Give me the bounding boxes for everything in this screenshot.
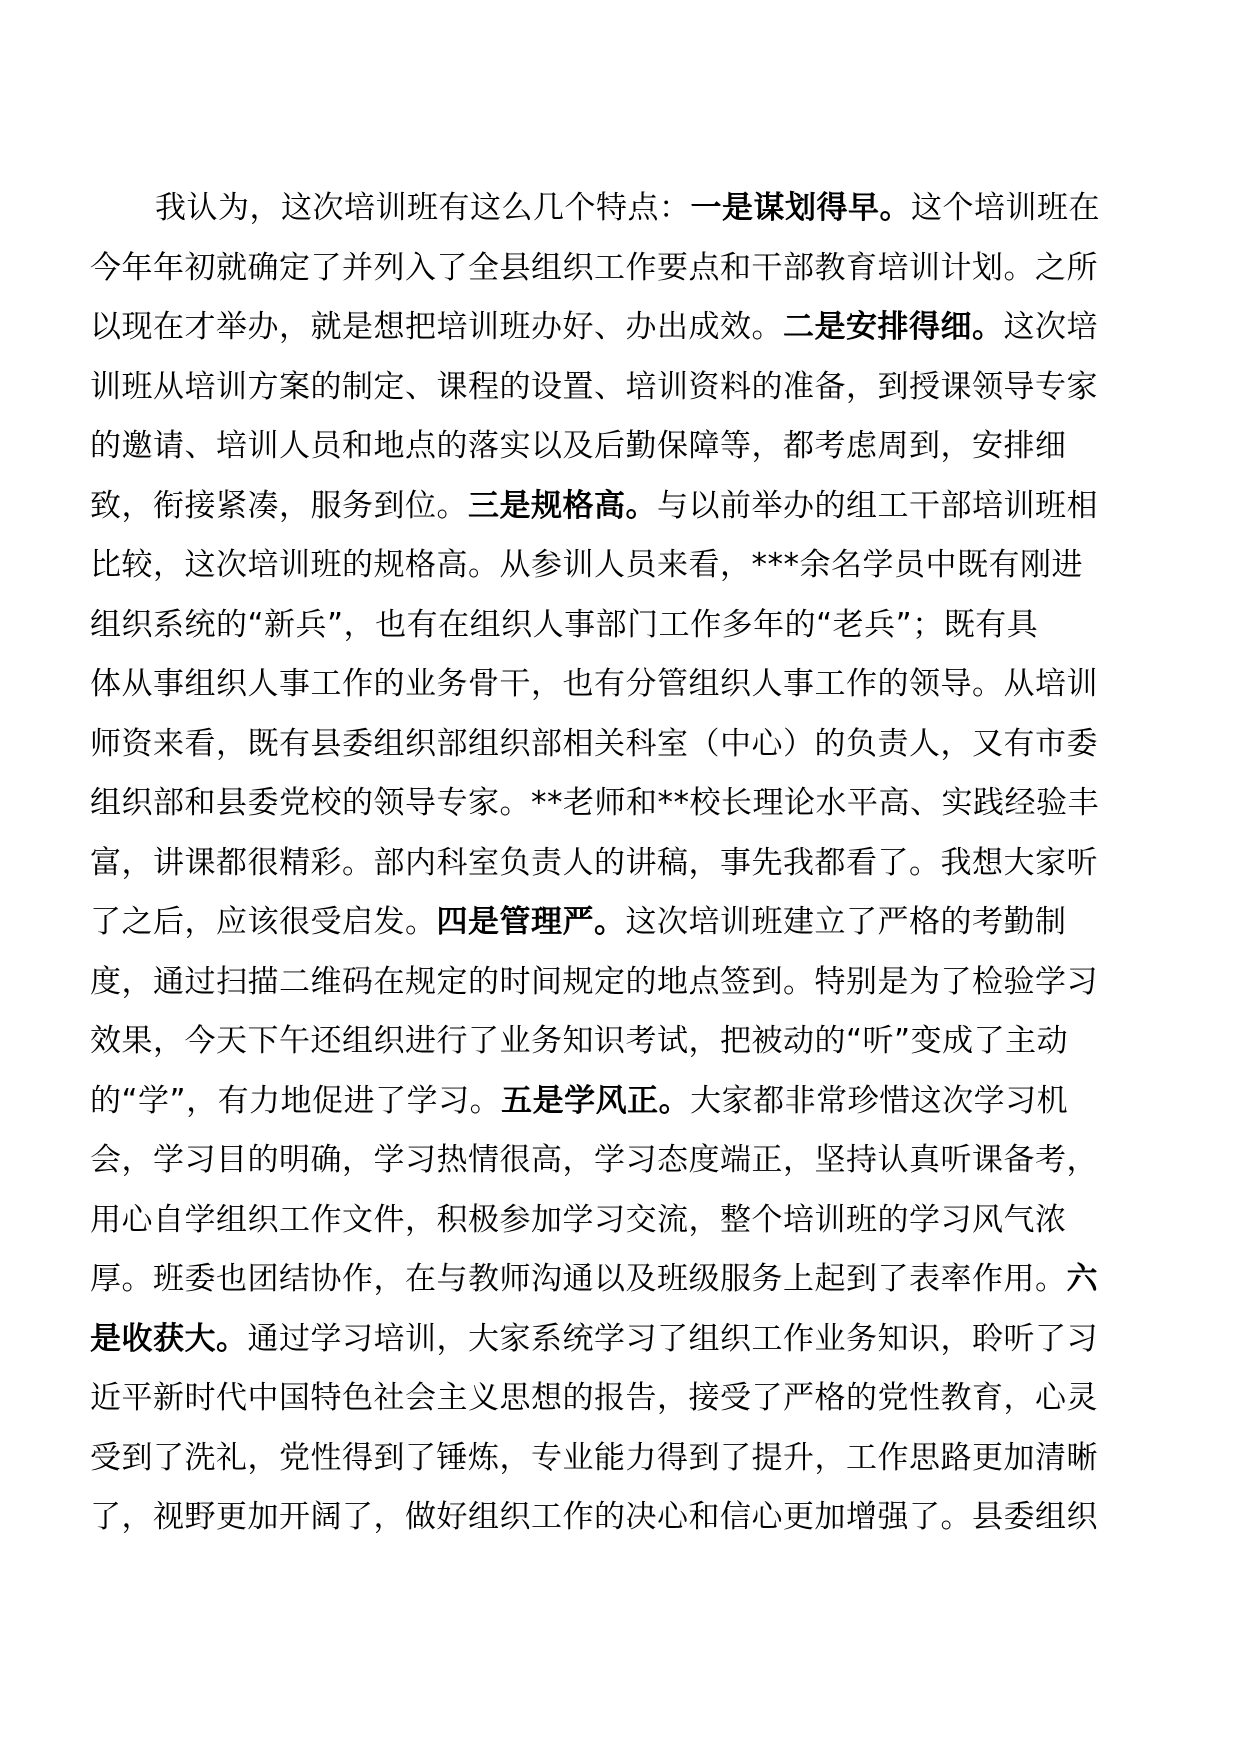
text-segment: 我认为，这次培训班有这么几个特点： (155, 190, 691, 226)
text-segment: 与以前举办的组工干部培训班相 (657, 487, 1098, 524)
text-segment: 训班从培训方案的制定、课程的设置、培训资料的准备，到授课领导专家 (90, 368, 1098, 405)
bold-point-label: 四是管理严。 (436, 904, 626, 940)
text-line (90, 357, 1098, 417)
text-line (90, 416, 1067, 476)
text-segment: 厚。班委也团结协作，在与教师沟通以及班级服务上起到了表率作用。 (90, 1261, 1067, 1297)
text-segment: 致，衔接紧凑，服务到位。 (90, 487, 468, 524)
text-segment: 了，视野更加开阔了，做好组织工作的决心和信心更加增强了。县委组织 (90, 1499, 1098, 1535)
text-line (90, 1309, 1098, 1369)
text-line (90, 714, 1098, 774)
text-line (90, 476, 1098, 536)
text-segment: 今年年初就确定了并列入了全县组织工作要点和干部教育培训计划。之所 (90, 249, 1098, 286)
bold-point-label: 三是规格高。 (468, 487, 657, 524)
bold-point-label: 五是学风正。 (501, 1082, 691, 1119)
text-segment: 会，学习目的明确，学习热情很高，学习态度端正，坚持认真听课备考， (90, 1142, 1098, 1178)
bold-point-label: 是收获大。 (90, 1320, 248, 1357)
text-segment: 这次培训班建立了严格的考勤制 (625, 904, 1067, 940)
text-line (90, 1011, 1068, 1071)
text-line (90, 833, 1098, 893)
text-segment: 富，讲课都很精彩。部内科室负责人的讲稿，事先我都看了。我想大家听 (90, 844, 1098, 881)
text-segment: 近平新时代中国特色社会主义思想的报告，接受了严格的党性教育，心灵 (90, 1380, 1098, 1416)
text-segment: 的“学”，有力地促进了学习。 (90, 1082, 502, 1119)
text-segment: 这次培 (1003, 309, 1098, 345)
text-line (90, 1249, 1098, 1309)
text-segment: 受到了洗礼，党性得到了锤炼，专业能力得到了提升，工作思路更加清晰 (90, 1439, 1098, 1476)
bold-point-label: 二是安排得细。 (783, 309, 1004, 345)
text-line (90, 297, 1098, 357)
text-segment: 通过学习培训，大家系统学习了组织工作业务知识，聆听了习 (247, 1320, 1098, 1357)
text-line (90, 952, 1098, 1012)
text-line (90, 1428, 1098, 1488)
text-line (90, 1130, 1098, 1190)
text-line (90, 1071, 1068, 1131)
text-line (90, 773, 1099, 833)
text-segment: 效果，今天下午还组织进行了业务知识考试，把被动的“听”变成了主动 (90, 1023, 1069, 1059)
text-segment: 组织部和县委党校的领导专家。**老师和**校长理论水平高、实践经验丰 (90, 785, 1099, 821)
text-line (155, 178, 1100, 238)
text-line (90, 595, 1038, 655)
text-segment: 组织系统的“新兵”，也有在组织人事部门工作多年的“老兵”；既有具 (90, 606, 1039, 643)
text-segment: 这个培训班在 (911, 190, 1100, 226)
text-segment: 大家都非常珍惜这次学习机 (690, 1082, 1069, 1119)
text-segment: 度，通过扫描二维码在规定的时间规定的地点签到。特别是为了检验学习 (90, 963, 1098, 1000)
text-segment: 体从事组织人事工作的业务骨干，也有分管组织人事工作的领导。从培训 (90, 666, 1098, 702)
text-line (90, 892, 1067, 952)
text-line (90, 654, 1098, 714)
text-line (90, 1190, 1067, 1250)
text-segment: 用心自学组织工作文件，积极参加学习交流，整个培训班的学习风气浓 (90, 1201, 1067, 1238)
text-segment: 以现在才举办，就是想把培训班办好、办出成效。 (90, 309, 783, 345)
text-line (90, 238, 1098, 298)
text-segment: 的邀请、培训人员和地点的落实以及后勤保障等，都考虑周到，安排细 (90, 428, 1067, 464)
text-line (90, 1487, 1098, 1547)
bold-point-label: 一是谋划得早。 (690, 190, 911, 226)
text-line (90, 535, 1083, 595)
text-segment: 比较，这次培训班的规格高。从参训人员来看，***余名学员中既有刚进 (90, 547, 1083, 583)
text-segment: 师资来看，既有县委组织部组织部相关科室（中心）的负责人，又有市委 (90, 725, 1098, 762)
bold-point-label: 六 (1066, 1261, 1098, 1297)
text-segment: 了之后，应该很受启发。 (90, 904, 437, 940)
text-line (90, 1368, 1098, 1428)
